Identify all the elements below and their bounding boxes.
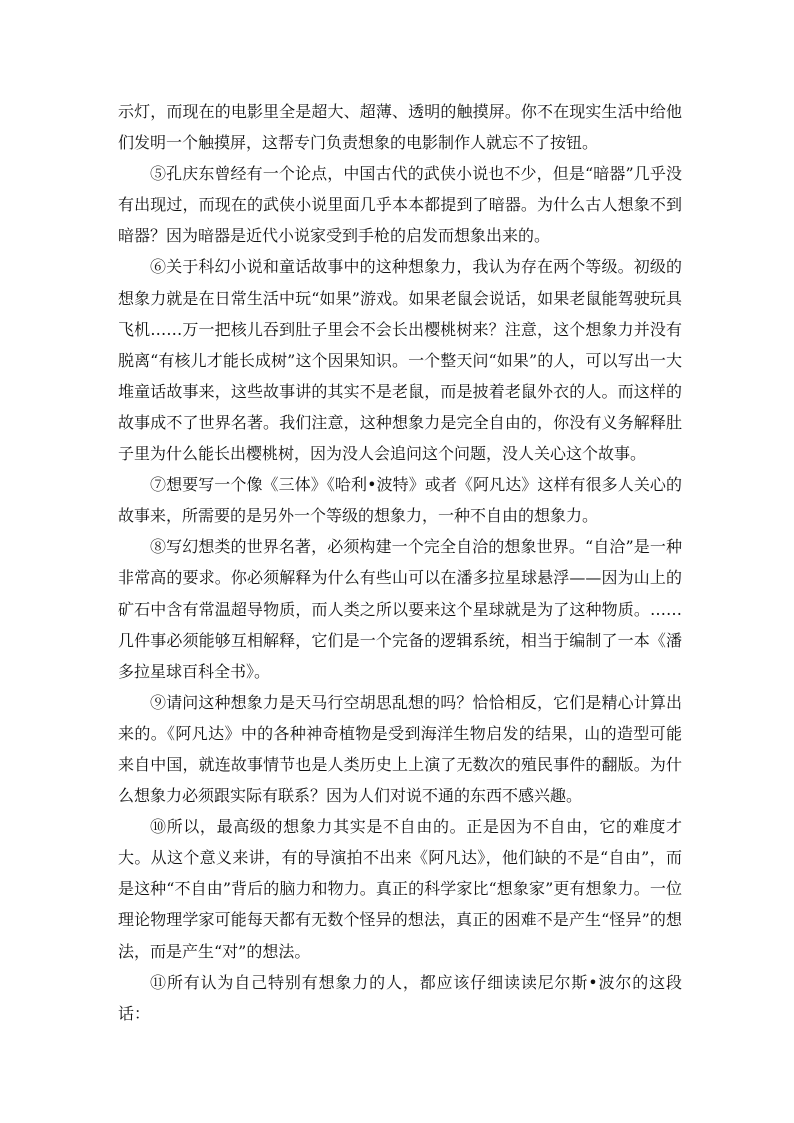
article-body <box>118 96 682 1029</box>
paragraph-9: ⑨请问这种想象力是天马行空胡思乱想的吗？恰恰相反，它们是精心计算出来的。《阿凡达》中的各种神奇植物是受到海洋生物启发的结果，山的造型可能来自中国，就连故事情节也是人类历史上上演了无数次的殖民事件的翻版。为什么想象力必须跟实际有联系？因为人们对说不通的东西不感兴趣。 <box>118 692 682 806</box>
paragraph-5: ⑤孔庆东曾经有一个论点，中国古代的武侠小说也不少，但是“暗器”几乎没有出现过，而现在的武侠小说里面几乎本本都提到了暗器。为什么古人想象不到暗器？因为暗器是近代小说家受到手枪的启发而想象出来的。 <box>118 164 682 246</box>
paragraph-continuation: 示灯，而现在的电影里全是超大、超薄、透明的触摸屏。你不在现实生活中给他们发明一个触摸屏，这帮专门负责想象的电影制作人就忘不了按钮。 <box>118 102 682 153</box>
paragraph-6: ⑥关于科幻小说和童话故事中的这种想象力，我认为存在两个等级。初级的想象力就是在日常生活中玩“如果”游戏。如果老鼠会说话，如果老鼠能驾驶玩具飞机……万一把核儿吞到肚子里会不会长出樱桃树来？注意，这个想象力并没有脱离“有核儿才能长成树”这个因果知识。一个整天问“如果”的人，可以写出一大堆童话故事来，这些故事讲的其实不是老鼠，而是披着老鼠外衣的人。而这样的故事成不了世界名著。我们注意，这种想象力是完全自由的，你没有义务解释肚子里为什么能长出樱桃树，因为没人会追问这个问题，没人关心这个故事。 <box>118 257 682 464</box>
paragraph-10: ⑩所以，最高级的想象力其实是不自由的。正是因为不自由，它的难度才大。从这个意义来讲，有的导演拍不出来《阿凡达》，他们缺的不是“自由”，而是这种“不自由”背后的脑力和物力。真正的科学家比“想象家”更有想象力。一位理论物理学家可能每天都有无数个怪异的想法，真正的困难不是产生“怪异”的想法，而是产生“对”的想法。 <box>118 817 682 961</box>
paragraph-8: ⑧写幻想类的世界名著，必须构建一个完全自洽的想象世界。“自洽”是一种非常高的要求。你必须解释为什么有些山可以在潘多拉星球悬浮——因为山上的矿石中含有常温超导物质，而人类之所以要来这个星球就是为了这种物质。……几件事必须能够互相解释，它们是一个完备的逻辑系统，相当于编制了一本《潘多拉星球百科全书》。 <box>118 537 682 681</box>
paragraph-7: ⑦想要写一个像《三体》《哈利•波特》或者《阿凡达》这样有很多人关心的故事来，所需要的是另外一个等级的想象力，一种不自由的想象力。 <box>118 475 682 526</box>
paragraph-11: ⑪所有认为自己特别有想象力的人，都应该仔细读读尼尔斯•波尔的这段话： <box>118 972 682 1023</box>
